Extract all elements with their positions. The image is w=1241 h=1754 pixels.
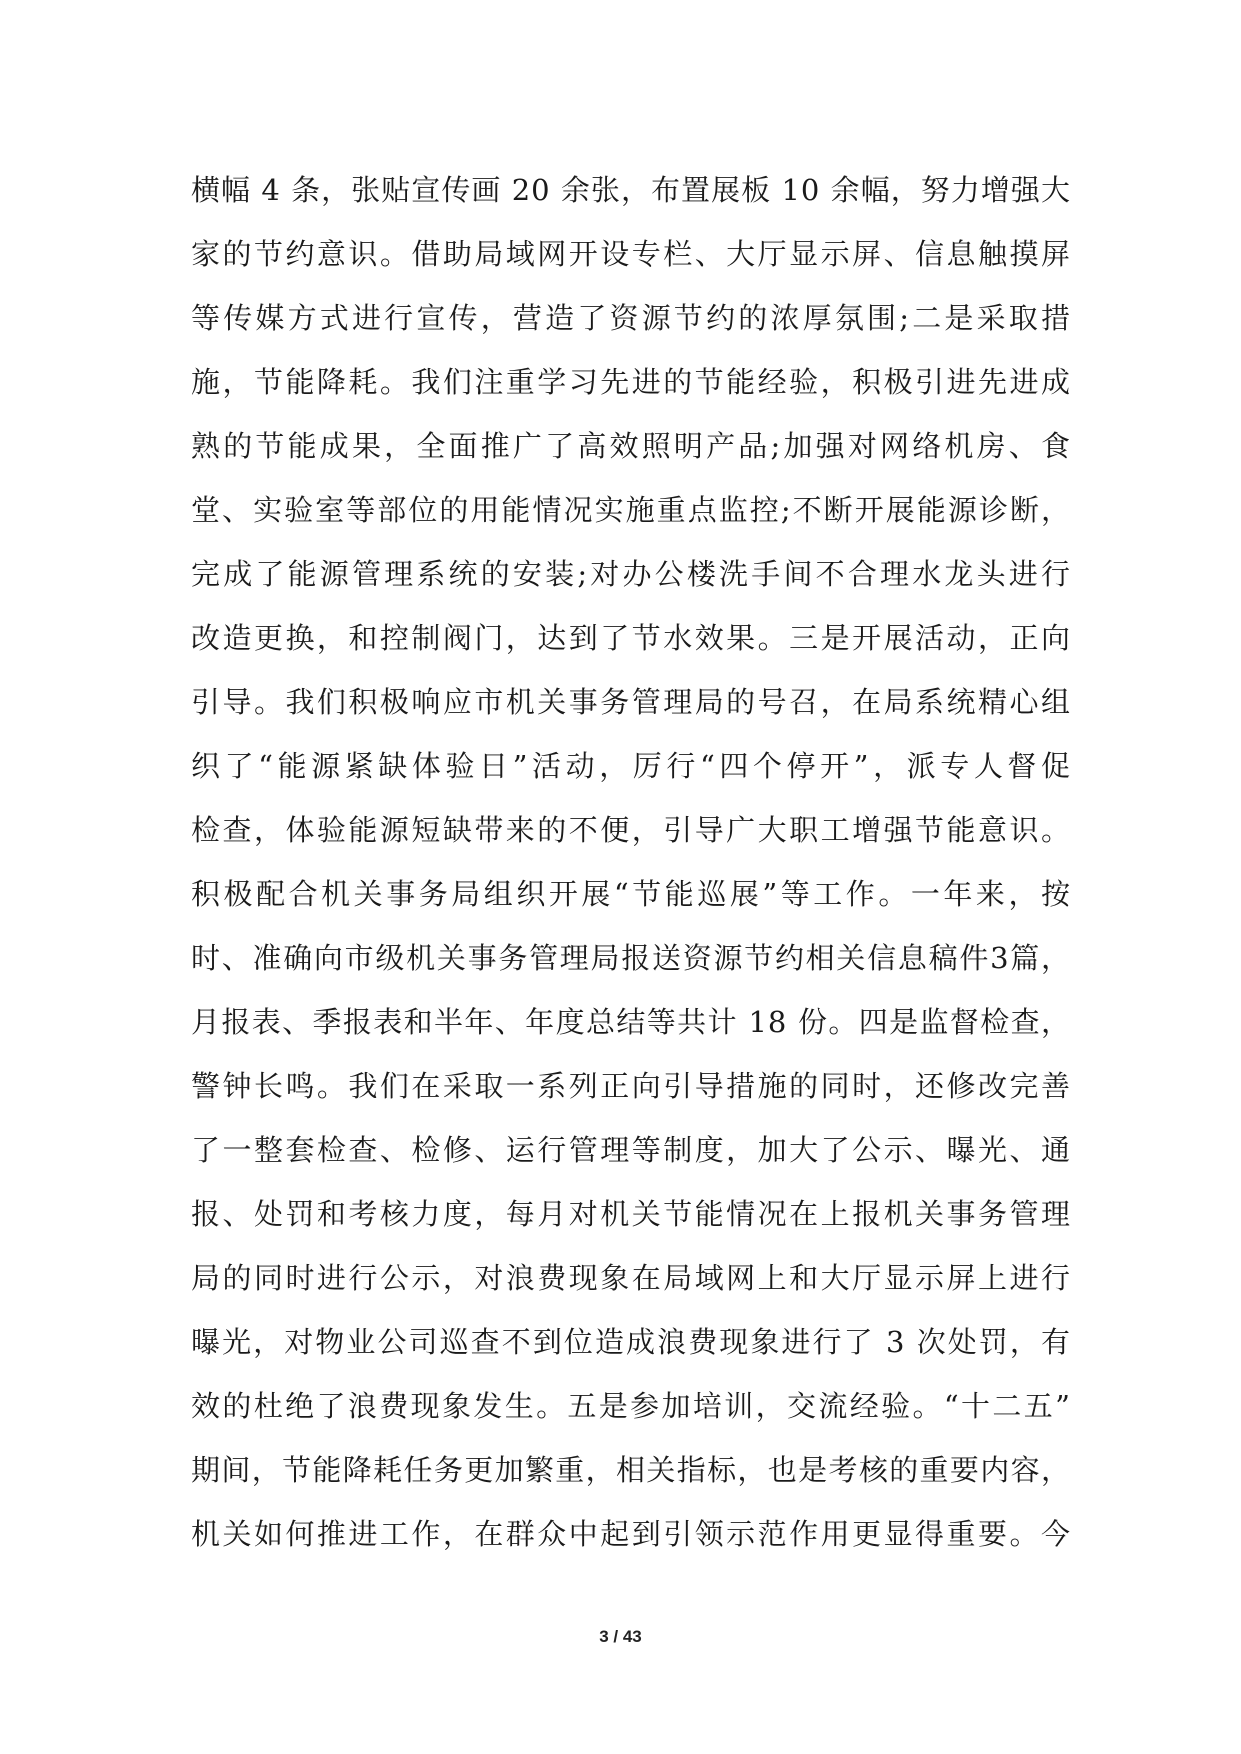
text-line: 警钟长鸣。我们在采取一系列正向引导措施的同时，还修改完善 (191, 1069, 1071, 1103)
text-line: 完成了能源管理系统的安装;对办公楼洗手间不合理水龙头进行 (191, 557, 1071, 591)
text-line: 机关如何推进工作，在群众中起到引领示范作用更显得重要。今 (191, 1517, 1071, 1551)
text-line: 积极配合机关事务局组织开展“节能巡展”等工作。一年来，按 (191, 877, 1071, 911)
text-line: 织了“能源紧缺体验日”活动，厉行“四个停开”，派专人督促 (191, 749, 1071, 783)
text-line: 堂、实验室等部位的用能情况实施重点监控;不断开展能源诊断， (191, 493, 1071, 527)
text-line: 检查，体验能源短缺带来的不便，引导广大职工增强节能意识。 (191, 813, 1071, 847)
text-line: 曝光，对物业公司巡查不到位造成浪费现象进行了 3 次处罚，有 (191, 1325, 1071, 1359)
text-line: 改造更换，和控制阀门，达到了节水效果。三是开展活动，正向 (191, 621, 1071, 655)
text-line: 施，节能降耗。我们注重学习先进的节能经验，积极引进先进成 (191, 365, 1071, 399)
text-line: 时、准确向市级机关事务管理局报送资源节约相关信息稿件3篇， (191, 941, 1071, 975)
text-line: 引导。我们积极响应市机关事务管理局的号召，在局系统精心组 (191, 685, 1071, 719)
text-line: 期间，节能降耗任务更加繁重，相关指标，也是考核的重要内容， (191, 1453, 1071, 1487)
text-line: 横幅 4 条，张贴宣传画 20 余张，布置展板 10 余幅，努力增强大 (191, 173, 1071, 207)
page-number: 3 / 43 (599, 1627, 642, 1646)
text-line: 了一整套检查、检修、运行管理等制度，加大了公示、曝光、通 (191, 1133, 1071, 1167)
body-paragraph (191, 158, 1071, 1566)
text-line: 月报表、季报表和半年、年度总结等共计 18 份。四是监督检查， (191, 1005, 1071, 1039)
text-line: 等传媒方式进行宣传，营造了资源节约的浓厚氛围;二是采取措 (191, 301, 1071, 335)
text-line: 效的杜绝了浪费现象发生。五是参加培训，交流经验。“十二五” (191, 1389, 1071, 1423)
text-line: 熟的节能成果，全面推广了高效照明产品;加强对网络机房、食 (191, 429, 1071, 463)
text-line: 报、处罚和考核力度，每月对机关节能情况在上报机关事务管理 (191, 1197, 1071, 1231)
text-line: 家的节约意识。借助局域网开设专栏、大厅显示屏、信息触摸屏 (191, 237, 1071, 271)
text-line: 局的同时进行公示，对浪费现象在局域网上和大厅显示屏上进行 (191, 1261, 1071, 1295)
